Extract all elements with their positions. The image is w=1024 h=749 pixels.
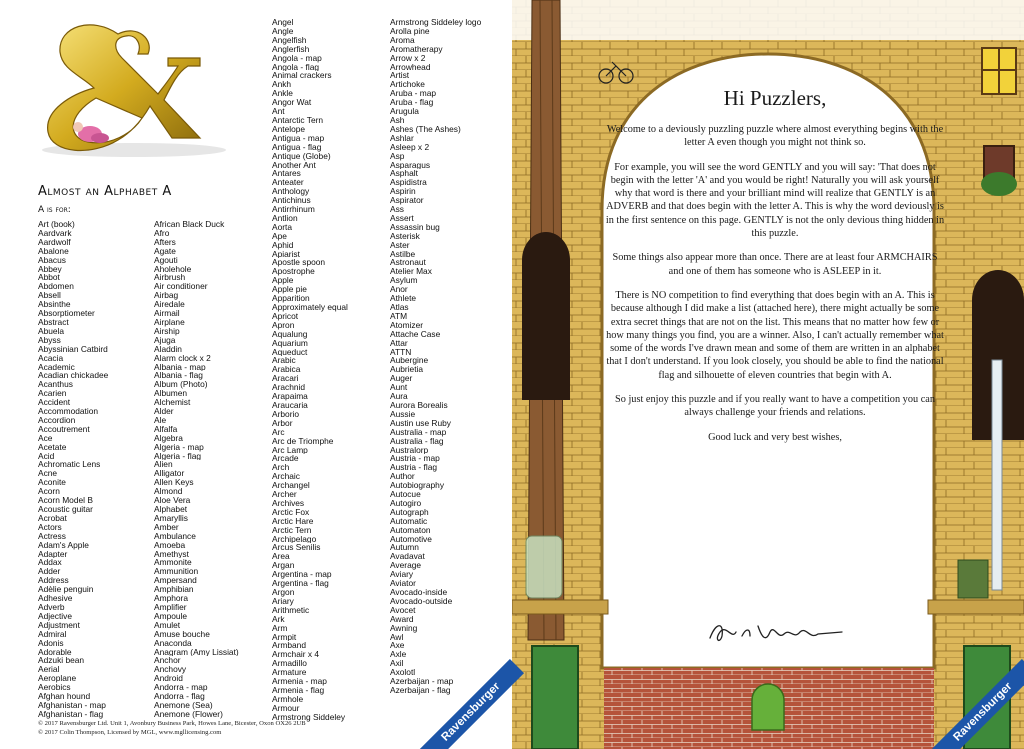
list-item: Adam's Apple: [38, 540, 89, 550]
list-item: Antigua - flag: [272, 142, 322, 152]
list-item: Arbor: [272, 418, 293, 428]
letter-sign-off: Good luck and very best wishes,: [708, 431, 842, 443]
list-item: Arcus Senilis: [272, 543, 321, 553]
list-item: Aladdin: [154, 344, 182, 354]
list-item: Acid: [38, 451, 55, 461]
list-item: Aqueduct: [272, 347, 308, 357]
list-item: Abuela: [38, 326, 65, 336]
list-item: Albania - flag: [154, 371, 203, 381]
list-item: Alien: [154, 460, 173, 470]
list-item: Attar: [390, 338, 408, 348]
list-item: Acadian chickadee: [38, 371, 109, 381]
list-item: Armadillo: [272, 659, 307, 669]
list-item: Anaconda: [154, 638, 192, 648]
list-item: Aconite: [38, 478, 66, 488]
list-item: Antirrhinum: [272, 205, 315, 214]
list-title: Almost an Alphabet A: [38, 184, 172, 199]
list-item: Arabica: [272, 365, 301, 375]
list-item: Accoutrement: [38, 424, 90, 434]
list-item: Arc de Triomphe: [272, 436, 334, 446]
list-item: Argentina - map: [272, 570, 332, 580]
list-item: Aphid: [272, 240, 294, 250]
list-item: Arc: [272, 427, 285, 437]
list-item: Alphabet: [154, 505, 188, 514]
list-item: Aspirator: [390, 196, 424, 206]
list-item: Anthology: [272, 187, 310, 197]
list-item: Aeroplane: [38, 674, 77, 684]
list-item: Alarm clock x 2: [154, 353, 211, 363]
list-item: Awning: [390, 623, 418, 633]
list-item: Acorn: [38, 487, 60, 497]
list-item: Arc Lamp: [272, 445, 308, 455]
list-item: Animal crackers: [272, 71, 332, 81]
list-item: Abalone: [38, 246, 69, 256]
letter-paragraph-2: For example, you will see the word GENTLY and you will say: 'That does not begin with the letter 'A' and you would be right! Naturally you will ask yourself why that word is there and your brilliant mind will realize that GENTLY is an ADVERB and that does begin with the letter A. This is why the word deviously is in the first sentence on this page. GENTLY is not the only devious thing hidden in this puzzle.: [605, 161, 945, 240]
list-item: Adhesive: [38, 594, 73, 603]
list-item: Addax: [38, 558, 62, 568]
list-item: Arugula: [390, 107, 419, 116]
list-item: Aurora Borealis: [390, 400, 448, 410]
list-item: Apiarist: [272, 249, 300, 259]
list-item: Aura: [390, 392, 408, 401]
list-item: Antlion: [272, 213, 298, 223]
list-item: Acne: [38, 469, 58, 479]
list-item: Antares: [272, 169, 301, 179]
list-item: Apple: [272, 276, 294, 286]
list-item: Anteater: [272, 178, 304, 188]
list-item: Arch: [272, 463, 290, 473]
list-item: Araucaria: [272, 400, 308, 410]
list-item: Axil: [390, 659, 404, 669]
letter-paragraph-5: So just enjoy this puzzle and if you really want to have a competition you can always challenge your friends and relations.: [615, 394, 935, 419]
list-item: Ant: [272, 107, 285, 116]
list-item: Acrobat: [38, 513, 67, 523]
list-item: Armature: [272, 668, 307, 678]
list-item: Asleep x 2: [390, 142, 430, 152]
list-item: Android: [154, 674, 183, 684]
list-item: Aster: [390, 240, 410, 250]
list-item: Address: [38, 576, 69, 586]
letter-paragraph-3: Some things also appear more than once. There are at least four ARMCHAIRS and one of them has someone who is ASLEEP in it.: [612, 252, 938, 277]
list-item: Allen Keys: [154, 478, 194, 488]
list-item: Austria - map: [390, 454, 440, 464]
list-item: Andorra - map: [154, 683, 208, 693]
list-item: Ash: [390, 115, 405, 125]
list-item: Alder: [154, 407, 174, 416]
list-item: Algeria - flag: [154, 451, 202, 461]
list-item: Adapter: [38, 549, 68, 559]
list-item: Aunt: [390, 383, 408, 393]
word-list-column-4: [390, 18, 508, 695]
list-item: Awl: [390, 632, 404, 642]
list-item: Argentina - flag: [272, 579, 329, 588]
list-item: Aardvark: [38, 228, 72, 238]
list-item: Arapaima: [272, 392, 308, 401]
word-list-column-3: [272, 18, 388, 722]
list-item: Afro: [154, 228, 170, 238]
list-item: Airmail: [154, 309, 180, 318]
list-item: Afghanistan - flag: [38, 709, 104, 719]
list-item: Aspidistra: [390, 178, 427, 188]
list-item: Avadavat: [390, 552, 425, 562]
list-item: Assassin bug: [390, 222, 440, 232]
list-item: Abacus: [38, 255, 66, 265]
list-item: Andorra - flag: [154, 692, 205, 701]
list-item: Ammonite: [154, 558, 192, 568]
list-item: Artichoke: [390, 80, 425, 90]
list-item: Archaic: [272, 472, 300, 482]
list-item: Angelfish: [272, 35, 307, 45]
letter-paragraph-4: There is NO competition to find everything that does begin with an A. This is because although I did make a list (attached here), there might actually be some extra secret things that are not on the list. This means that no matter how few or how many things you find, you are a winner. Also, I can't actually remember what some of the words I've drawn mean and some of them are written in an alphabet that I don't understand. If you look closely, you should be able to find the national flag and silhouette of eleven countries that begin with A.: [606, 289, 944, 381]
list-item: Avocet: [390, 605, 416, 615]
list-item: Astronaut: [390, 258, 426, 268]
list-item: Amber: [154, 522, 179, 532]
list-item: Award: [390, 614, 414, 624]
list-item: Autogiro: [390, 498, 422, 508]
list-item: Australia - flag: [390, 436, 444, 446]
list-item: Ambulance: [154, 531, 196, 541]
list-item: Autograph: [390, 507, 429, 517]
list-item: Artist: [390, 71, 410, 81]
list-item: Adjective: [38, 611, 72, 621]
ravensburger-logo-right: Ravensburger: [930, 659, 1024, 749]
list-item: Ariary: [272, 596, 294, 606]
word-list-column-2: [154, 220, 272, 719]
list-item: Atomizer: [390, 320, 424, 330]
list-item: Airbrush: [154, 273, 186, 283]
list-item: Adèlie penguin: [38, 585, 94, 595]
list-item: Algeria - map: [154, 442, 204, 452]
list-item: Antelope: [272, 124, 306, 134]
list-item: Author: [390, 472, 415, 482]
list-item: Australorp: [390, 445, 429, 455]
list-item: Armstrong Siddeley logo: [390, 18, 482, 27]
list-item: Automatic: [390, 516, 428, 526]
list-item: Arabic: [272, 356, 296, 366]
list-item: Abbey: [38, 264, 62, 274]
list-item: Amphora: [154, 594, 188, 603]
list-item: Aspirin: [390, 187, 416, 197]
list-item: Antique (Globe): [272, 151, 331, 161]
list-item: Agouti: [154, 255, 178, 265]
list-item: Anagram (Amy Lissiat): [154, 647, 239, 657]
list-item: Aerial: [38, 665, 60, 675]
letter-text: [604, 86, 946, 455]
list-item: Armour: [272, 703, 300, 713]
list-item: Afghan hound: [38, 692, 91, 701]
list-item: Atlas: [390, 303, 409, 312]
list-item: Ace: [38, 433, 53, 443]
copyright-line-2: © 2017 Colin Thompson, Licensed by MGL, www.mgllicensing.com: [38, 729, 222, 736]
list-item: Afghanistan - map: [38, 700, 106, 710]
list-item: Autobiography: [390, 481, 445, 491]
list-item: Anglerfish: [272, 44, 310, 54]
list-item: Arctic Tern: [272, 525, 312, 535]
list-item: Aubrietia: [390, 365, 424, 375]
list-item: Ankle: [272, 89, 293, 99]
list-item: Acanthus: [38, 380, 73, 390]
list-item: Aerobics: [38, 683, 71, 693]
list-item: Alligator: [154, 469, 185, 479]
list-item: Agate: [154, 246, 176, 256]
list-item: Arcade: [272, 454, 299, 464]
list-item: Ashlar: [390, 133, 414, 143]
list-item: Actress: [38, 531, 66, 541]
list-item: Art (book): [38, 220, 75, 229]
ravensburger-logo-left: Ravensburger: [418, 659, 524, 749]
list-item: Archipelago: [272, 534, 317, 544]
list-item: Australia - map: [390, 427, 447, 437]
list-subtitle: A is for:: [38, 205, 71, 215]
list-item: Automaton: [390, 525, 431, 535]
list-item: Aloe Vera: [154, 496, 191, 505]
list-item: Academic: [38, 362, 75, 372]
list-item: Athlete: [390, 294, 417, 303]
list-item: Aquarium: [272, 338, 308, 348]
list-item: Afters: [154, 237, 176, 247]
list-item: Anor: [390, 285, 408, 295]
list-item: Azerbaijan - flag: [390, 685, 451, 695]
list-item: Apron: [272, 320, 295, 330]
list-item: Adonis: [38, 638, 64, 648]
list-item: Avocado-inside: [390, 588, 448, 597]
list-item: Adorable: [38, 647, 72, 657]
list-item: Aracari: [272, 374, 299, 384]
list-item: Armband: [272, 641, 306, 651]
list-item: Armhole: [272, 694, 304, 704]
list-item: Ampersand: [154, 576, 197, 586]
list-item: Assert: [390, 213, 414, 223]
list-item: Acarien: [38, 389, 67, 399]
list-item: Anemone (Sea): [154, 700, 213, 710]
list-item: Amplifier: [154, 602, 187, 612]
list-item: Ale: [154, 415, 167, 425]
list-item: Aruba - map: [390, 89, 437, 99]
list-item: Amethyst: [154, 549, 189, 559]
list-item: Airship: [154, 326, 180, 336]
list-item: Abyss: [38, 335, 61, 345]
list-item: Aqualung: [272, 329, 308, 339]
list-item: Atelier Max: [390, 267, 432, 277]
list-item: Archer: [272, 490, 297, 499]
list-item: ATM: [390, 311, 408, 321]
list-item: Airedale: [154, 300, 185, 310]
list-item: Armenia - flag: [272, 685, 325, 695]
list-item: Apricot: [272, 311, 299, 321]
list-item: Asphalt: [390, 169, 418, 179]
list-item: Albumen: [154, 389, 188, 399]
list-item: Album (Photo): [154, 380, 208, 390]
list-item: Angola - flag: [272, 62, 320, 72]
list-item: Armenia - map: [272, 677, 327, 686]
list-item: Abdomen: [38, 282, 74, 292]
list-item: Anemone (Flower): [154, 709, 223, 719]
list-item: Achromatic Lens: [38, 460, 101, 470]
ampersand-illustration: [22, 14, 232, 164]
list-item: Axe: [390, 641, 405, 651]
list-item: Apparition: [272, 294, 310, 303]
list-item: Armstrong Siddeley: [272, 712, 346, 722]
list-item: Autocue: [390, 490, 421, 499]
list-item: Armchair x 4: [272, 650, 320, 660]
list-item: Avocado-outside: [390, 596, 453, 606]
list-item: Arm: [272, 623, 288, 633]
author-signature: [706, 618, 846, 646]
list-item: Aholehole: [154, 264, 192, 274]
list-item: Airplane: [154, 317, 185, 327]
list-item: Approximately equal: [272, 303, 348, 312]
list-item: Abbot: [38, 273, 60, 283]
list-item: Adverb: [38, 602, 65, 612]
list-item: Acetate: [38, 442, 67, 452]
list-item: Absorptiometer: [38, 309, 95, 318]
list-item: Alchemist: [154, 398, 191, 408]
letter-paragraph-1: Welcome to a deviously puzzling puzzle where almost everything begins with the letter A even though you might not think so.: [606, 124, 944, 149]
list-item: Aruba - flag: [390, 98, 434, 108]
list-item: African Black Duck: [154, 220, 225, 229]
list-item: Accordion: [38, 415, 76, 425]
list-item: Ajuga: [154, 335, 176, 345]
list-item: Apple pie: [272, 285, 307, 295]
list-item: Axle: [390, 650, 407, 660]
list-item: Acoustic guitar: [38, 505, 93, 514]
list-item: Asp: [390, 151, 405, 161]
list-item: Apostrophe: [272, 267, 315, 277]
list-item: Albania - map: [154, 362, 206, 372]
list-item: Average: [390, 561, 422, 571]
list-item: Antigua - map: [272, 133, 325, 143]
list-item: Asylum: [390, 276, 418, 286]
list-item: Archives: [272, 498, 305, 508]
list-item: Another Ant: [272, 160, 316, 170]
list-item: Antarctic Tern: [272, 115, 324, 125]
list-item: Austin use Ruby: [390, 418, 451, 428]
list-item: Archangel: [272, 481, 310, 491]
list-item: Amaryllis: [154, 513, 188, 523]
list-item: Abyssinian Catbird: [38, 344, 108, 354]
list-item: Amphibian: [154, 585, 194, 595]
list-item: Ape: [272, 231, 287, 241]
list-item: ATTN: [390, 347, 412, 357]
list-item: Arrowhead: [390, 62, 431, 72]
list-item: Almond: [154, 487, 183, 497]
list-item: Arolla pine: [390, 26, 430, 36]
list-item: Arachnid: [272, 383, 306, 393]
list-item: Acorn Model B: [38, 496, 93, 505]
list-item: Arithmetic: [272, 605, 310, 615]
list-item: Angle: [272, 26, 294, 36]
list-item: Accident: [38, 398, 71, 408]
list-item: Automotive: [390, 534, 432, 544]
list-item: Algebra: [154, 433, 183, 443]
list-item: Ankh: [272, 80, 292, 90]
list-item: Azerbaijan - map: [390, 677, 454, 686]
list-item: Aardwolf: [38, 237, 71, 247]
list-item: Alfalfa: [154, 424, 178, 434]
list-item: Asterisk: [390, 231, 420, 241]
list-item: Apostle spoon: [272, 258, 326, 268]
letter-greeting: Hi Puzzlers,: [723, 86, 827, 110]
list-item: Axolotl: [390, 668, 416, 678]
list-item: Ark: [272, 614, 285, 624]
list-item: Ass: [390, 205, 404, 214]
list-item: Argon: [272, 588, 295, 597]
list-item: Aussie: [390, 409, 416, 419]
list-item: Anchovy: [154, 665, 187, 675]
list-item: Accommodation: [38, 407, 99, 416]
list-item: Actors: [38, 522, 62, 532]
list-item: Attache Case: [390, 329, 441, 339]
list-item: Austria - flag: [390, 463, 438, 473]
list-item: Asparagus: [390, 160, 431, 170]
list-item: Angola - map: [272, 53, 322, 63]
list-item: Armpit: [272, 632, 297, 642]
list-item: Area: [272, 552, 290, 562]
list-item: Ampoule: [154, 611, 188, 621]
list-item: Angor Wat: [272, 98, 312, 108]
list-item: Abstract: [38, 317, 69, 327]
list-item: Argan: [272, 561, 295, 571]
list-item: Amoeba: [154, 540, 186, 550]
list-item: Amuse bouche: [154, 629, 210, 639]
list-item: Aroma: [390, 35, 415, 45]
list-item: Arctic Hare: [272, 516, 314, 526]
list-item: Aromatherapy: [390, 44, 443, 54]
list-item: Ashes (The Ashes): [390, 124, 461, 134]
list-item: Air conditioner: [154, 282, 208, 292]
list-item: Absell: [38, 291, 61, 301]
list-item: Arborio: [272, 409, 299, 419]
list-item: Aviator: [390, 579, 416, 588]
list-item: Angel: [272, 18, 294, 27]
word-list-column-1: [38, 220, 148, 719]
list-item: Admiral: [38, 629, 67, 639]
copyright-line-1: © 2017 Ravensburger Ltd. Unit 1, Avonbury Business Park, Howes Lane, Bicester, Oxon OX26 2UB: [38, 720, 306, 727]
list-item: Antichinus: [272, 196, 311, 206]
list-item: Absinthe: [38, 300, 71, 310]
list-item: Airbag: [154, 291, 179, 301]
list-item: Autumn: [390, 543, 419, 553]
list-item: Auger: [390, 374, 413, 384]
list-item: Arctic Fox: [272, 507, 310, 517]
list-item: Aubergine: [390, 356, 429, 366]
list-item: Aviary: [390, 570, 414, 580]
list-item: Adder: [38, 567, 61, 577]
copyright-footer: [38, 719, 306, 737]
list-item: Adjustment: [38, 620, 80, 630]
list-item: Amulet: [154, 620, 181, 630]
list-item: Adzuki bean: [38, 656, 85, 666]
list-item: Aorta: [272, 222, 293, 232]
list-item: Astilbe: [390, 249, 416, 259]
list-item: Anchor: [154, 656, 181, 666]
list-item: Ammunition: [154, 567, 199, 577]
list-item: Arrow x 2: [390, 53, 426, 63]
list-item: Acacia: [38, 353, 64, 363]
